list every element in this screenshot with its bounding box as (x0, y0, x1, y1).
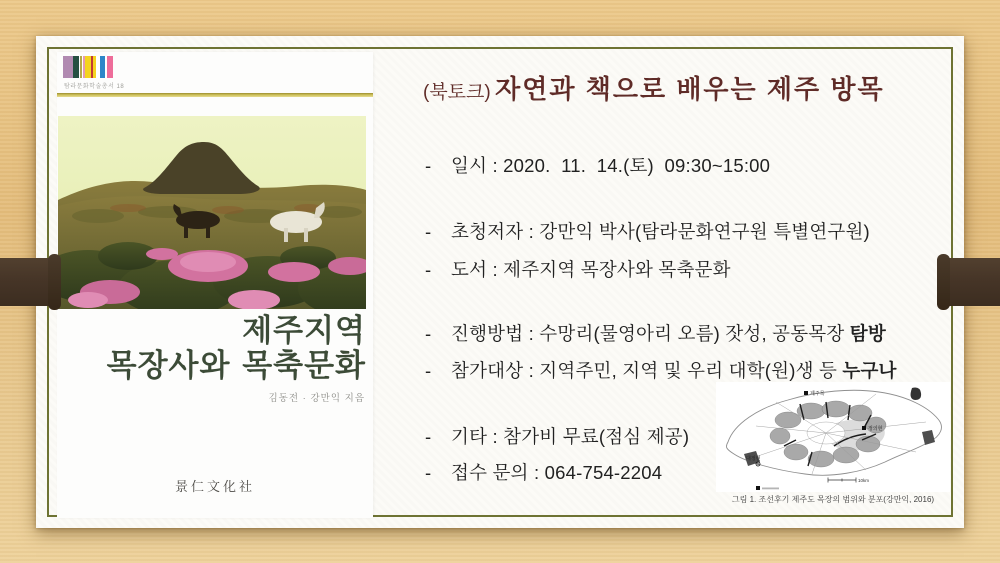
right-ribbon-cap (937, 254, 950, 310)
bullet-dash: - (425, 426, 432, 447)
series-color-stripes-logo (63, 56, 119, 78)
book-publisher-logo: 景仁文化社 (174, 480, 255, 495)
book-cover (57, 52, 373, 518)
bullet-bold: 탐방 (849, 323, 886, 344)
bullet-text: 진행방법 : 수망리(물영아리 오름) 잣성, 공동목장 (451, 323, 850, 344)
bullet-text: 도서 : 제주지역 목장사와 목축문화 (451, 259, 731, 280)
left-ribbon-cap (48, 254, 61, 310)
gold-rule (57, 93, 373, 97)
scale-label: 10km (858, 478, 870, 483)
bullet-book (425, 256, 731, 282)
map-caption: 그림 1. 조선후기 제주도 목장의 범위와 분포(강만익, 2016) (731, 495, 935, 504)
slide-card (36, 36, 964, 528)
bullet-dash: - (425, 155, 432, 176)
bullet-dash: - (425, 259, 432, 280)
bullet-contact (425, 459, 662, 485)
bullet-dash: - (425, 323, 432, 344)
book-cover-photo (58, 116, 366, 309)
event-title (423, 69, 885, 106)
bullet-fee (425, 423, 689, 449)
book-authors: 김동전 · 강만익 지음 (268, 393, 365, 404)
bullet-dash: - (425, 360, 432, 381)
jeju-pasture-map-figure (716, 382, 950, 505)
jeju-map (716, 382, 950, 492)
label-jejumok: 제주목 (810, 391, 825, 397)
udo-islet (911, 388, 922, 400)
event-title-prefix: (북토크) (423, 82, 491, 103)
bullet-text: 접수 문의 : 064-754-2204 (451, 462, 663, 483)
label-daejeong: 대정현 (746, 456, 761, 462)
label-jeongui: 정의현 (868, 426, 883, 432)
bullet-bold: 누구나 (842, 360, 897, 381)
book-title-line2: 목장사와 목축문화 (106, 348, 366, 384)
bullet-text: 일시 : 2020. 11. 14.(토) 09:30~15:00 (451, 155, 771, 176)
bullet-author (425, 218, 870, 244)
bullet-datetime (425, 152, 770, 178)
event-title-text: 자연과 책으로 배우는 제주 방목 (495, 74, 885, 104)
left-ribbon-band (0, 258, 58, 306)
bullet-text: 초청저자 : 강만익 박사(탐라문화연구원 특별연구원) (451, 221, 870, 242)
bullet-dash: - (425, 462, 432, 483)
book-title-line1: 제주지역 (242, 313, 366, 349)
bullet-audience (425, 357, 897, 383)
series-label: 탐라문화학술총서 18 (64, 84, 125, 90)
bullet-text: 참가대상 : 지역주민, 지역 및 우리 대학(원)생 등 (451, 360, 843, 381)
bullet-text: 기타 : 참가비 무료(점심 제공) (451, 426, 690, 447)
bullet-method (425, 320, 886, 346)
book-title (107, 314, 366, 384)
right-ribbon-band (940, 258, 1000, 306)
bullet-dash: - (425, 221, 432, 242)
